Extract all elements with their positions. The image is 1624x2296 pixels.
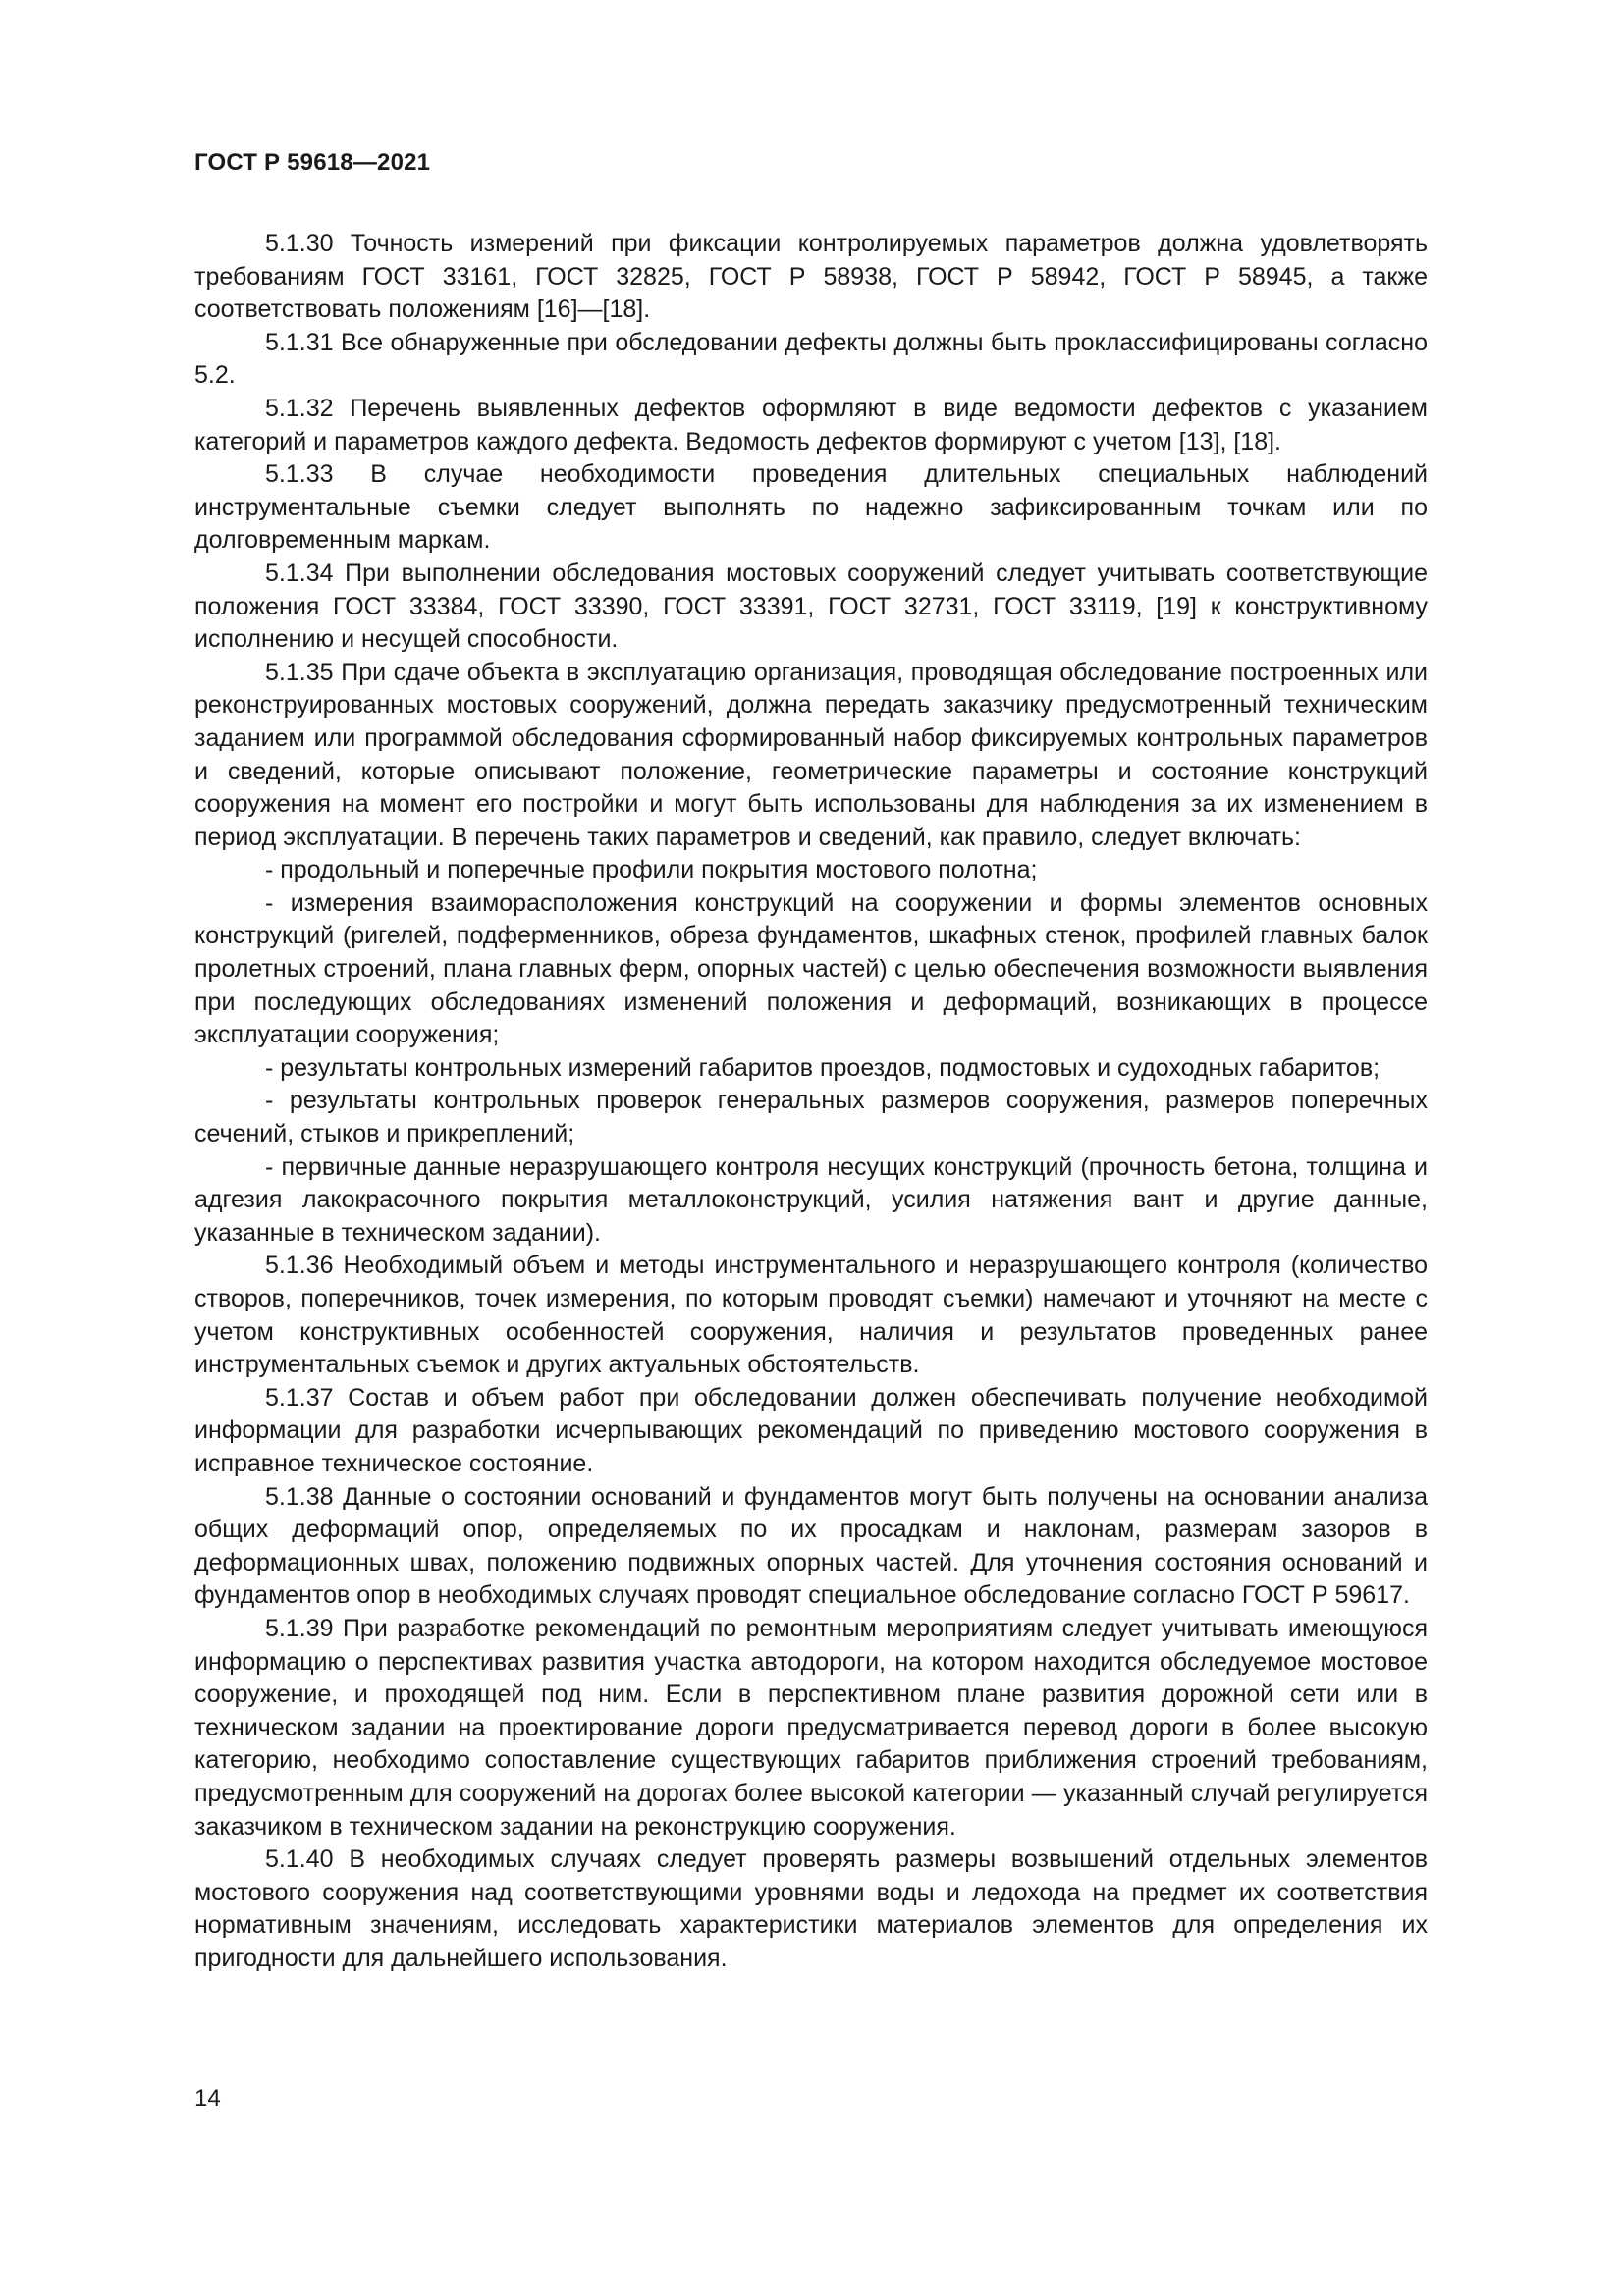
paragraph-5-1-33: 5.1.33 В случае необходимости проведения длительных специальных наблюдений инструментальные съемки следует выполнять по надежно зафиксированным точкам или по долговременным маркам. bbox=[194, 460, 1428, 555]
page-number: 14 bbox=[194, 2085, 221, 2111]
paragraph-5-1-36: 5.1.36 Необходимый объем и методы инструментального и неразрушающего контроля (количество створов, поперечников, точек измерения, по которым проводят съемки) намечают и уточняют на месте с учетом конструктивных особенностей сооружения, наличия и результатов проведенных ранее инструментальных съемок и других актуальных обстоятельств. bbox=[194, 1252, 1428, 1379]
list-item-profiles: - продольный и поперечные профили покрытия мостового полотна; bbox=[265, 856, 1038, 884]
paragraph-5-1-32: 5.1.32 Перечень выявленных дефектов оформляют в виде ведомости дефектов с указанием категорий и параметров каждого дефекта. Ведомость дефектов формируют с учетом [13], [18]. bbox=[194, 394, 1428, 455]
standard-header: ГОСТ Р 59618—2021 bbox=[194, 149, 431, 176]
list-item-dimensions: - результаты контрольных проверок генеральных размеров сооружения, размеров поперечных сечений, стыков и прикреплений; bbox=[194, 1087, 1428, 1148]
list-item-ndt-data: - первичные данные неразрушающего контроля несущих конструкций (прочность бетона, толщина и адгезия лакокрасочного покрытия металлоконструкций, усилия натяжения вант и другие данные, указанные в техническом задании). bbox=[194, 1152, 1428, 1247]
paragraph-5-1-40: 5.1.40 В необходимых случаях следует проверять размеры возвышений отдельных элементов мостового сооружения над соответствующими уровнями воды и ледохода на предмет их соответствия нормативным значениям, исследовать характеристики материалов элементов для определения их пригодности для дальнейшего использования. bbox=[194, 1845, 1428, 1972]
paragraph-5-1-37: 5.1.37 Состав и объем работ при обследовании должен обеспечивать получение необходимой информации для разработки исчерпывающих рекомендаций по приведению мостового сооружения в исправное техническое состояние. bbox=[194, 1383, 1428, 1477]
paragraph-5-1-31: 5.1.31 Все обнаруженные при обследовании дефекты должны быть проклассифицированы согласно 5.2. bbox=[194, 328, 1428, 390]
list-item-clearances: - результаты контрольных измерений габаритов проездов, подмостовых и судоходных габаритов; bbox=[265, 1053, 1380, 1082]
paragraph-5-1-30: 5.1.30 Точность измерений при фиксации контролируемых параметров должна удовлетворять требованиям ГОСТ 33161, ГОСТ 32825, ГОСТ Р 58938, ГОСТ Р 58942, ГОСТ Р 58945, а также соответствовать положениям [16]—[18]. bbox=[194, 230, 1428, 324]
paragraph-5-1-34: 5.1.34 При выполнении обследования мостовых сооружений следует учитывать соответствующие положения ГОСТ 33384, ГОСТ 33390, ГОСТ 33391, ГОСТ 32731, ГОСТ 33119, [19] к конструктивному исполнению и несущей способности. bbox=[194, 559, 1428, 654]
paragraph-5-1-38: 5.1.38 Данные о состоянии оснований и фундаментов могут быть получены на основании анализа общих деформаций опор, определяемых по их просадкам и наклонам, размерам зазоров в деформационных швах, положению подвижных опорных частей. Для уточнения состояния оснований и фундаментов опор в необходимых случаях проводят специальное обследование согласно ГОСТ Р 59617. bbox=[194, 1482, 1428, 1610]
document-body bbox=[194, 228, 1428, 1975]
paragraph-5-1-39: 5.1.39 При разработке рекомендаций по ремонтным мероприятиям следует учитывать имеющуюся информацию о перспективах развития участка автодороги, на котором находится обследуемое мостовое сооружение, и проходящей под ним. Если в перспективном плане развития дорожной сети или в техническом задании на проектирование дороги предусматривается перевод дороги в более высокую категорию, необходимо сопоставление существующих габаритов приближения строений требованиям, предусмотренным для сооружений на дорогах более высокой категории — указанный случай регулируется заказчиком в техническом задании на реконструкцию сооружения. bbox=[194, 1614, 1428, 1841]
paragraph-5-1-35: 5.1.35 При сдаче объекта в эксплуатацию организация, проводящая обследование построенных или реконструированных мостовых сооружений, должна передать заказчику предусмотренный техническим заданием или программой обследования сформированный набор фиксируемых контрольных параметров и сведений, которые описывают положение, геометрические параметры и состояние конструкций сооружения на момент его постройки и могут быть использованы для наблюдения за их изменением в период эксплуатации. В перечень таких параметров и сведений, как правило, следует включать: bbox=[194, 658, 1428, 851]
list-item-measurements: - измерения взаиморасположения конструкций на сооружении и формы элементов основных конструкций (ригелей, подферменников, обреза фундаментов, шкафных стенок, профилей главных балок пролетных строений, плана главных ферм, опорных частей) с целью обеспечения возможности выявления при последующих обследованиях изменений положения и деформаций, возникающих в процессе эксплуатации сооружения; bbox=[194, 888, 1428, 1049]
